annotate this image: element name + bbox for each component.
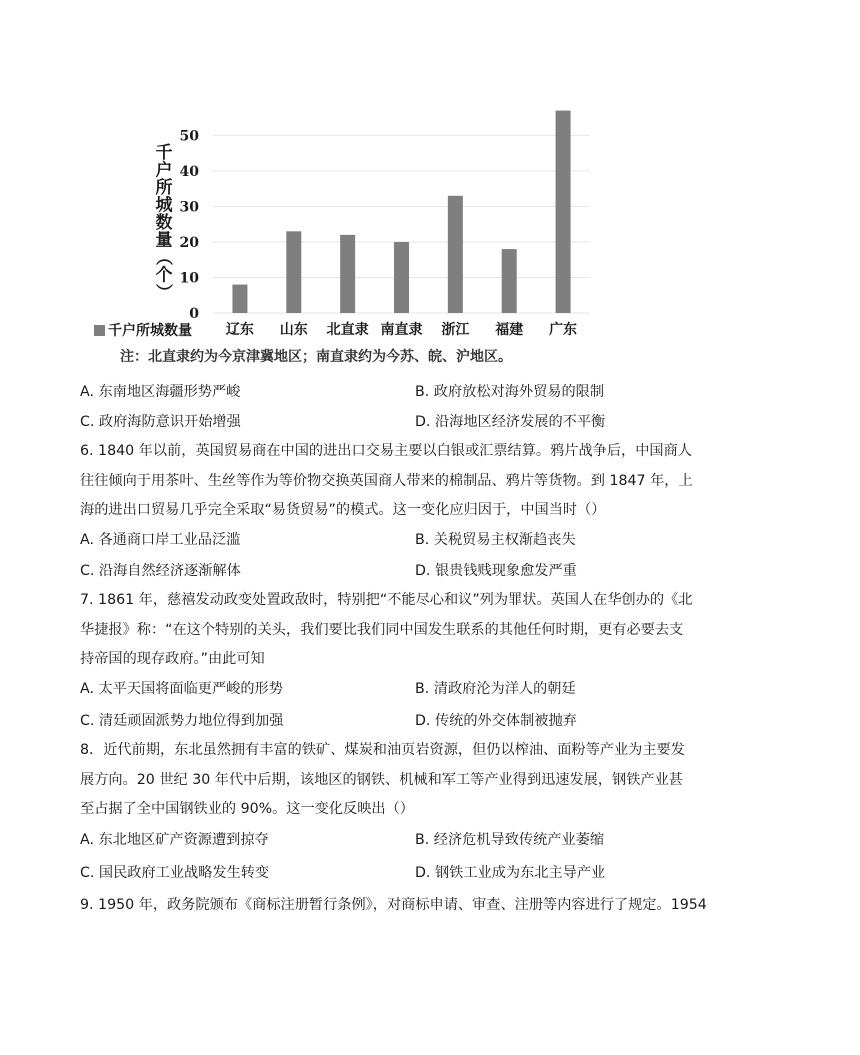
y-axis-label-char: 量 (155, 230, 173, 251)
x-tick-label: 山东 (279, 322, 308, 338)
q8-stem-line: 8．近代前期，东北虽然拥有丰富的铁矿、煤炭和油页岩资源，但仍以榨油、面粉等产业为主要发 (80, 742, 685, 758)
bar (448, 196, 463, 313)
q7-stem-line: 华捷报》称：“在这个特别的关头，我们要比我们同中国发生联系的其他任何时期，更有必要去支 (80, 622, 684, 638)
q7-option-a[interactable]: A. 太平天国将面临更严峻的形势 (80, 681, 283, 697)
q6-option-b[interactable]: B. 关税贸易主权渐趋丧失 (415, 532, 576, 548)
x-tick-label: 浙江 (441, 322, 470, 338)
q8-stem-line: 展方向。20 世纪 30 年代中后期，该地区的钢铁、机械和军工等产业得到迅速发展，钢铁产业甚 (80, 772, 683, 788)
x-tick-label: 辽东 (225, 322, 254, 338)
q7-stem-line: 持帝国的现存政府。”由此可知 (80, 651, 265, 667)
chart-note: 注：北直隶约为今京津冀地区；南直隶约为今苏、皖、沪地区。 (120, 349, 512, 365)
bar (556, 111, 571, 313)
x-tick-label: 广东 (549, 322, 578, 338)
q8-option-a[interactable]: A. 东北地区矿产资源遭到掠夺 (80, 832, 269, 848)
y-axis-label-char: 城 (155, 195, 173, 216)
q8-options-row-1 (80, 829, 780, 851)
q7-stem-line: 7. 1861 年，慈禧发动政变处置政敌时，特别把“不能尽心和议”列为罪状。英国人在华创办的《北 (80, 592, 693, 608)
y-tick-label: 20 (179, 234, 199, 251)
q8-options-row-2 (80, 862, 780, 884)
y-axis-label-char: ） (153, 283, 173, 301)
q5-option-d[interactable]: D. 沿海地区经济发展的不平衡 (415, 414, 606, 430)
q6-stem-line: 6. 1840 年以前，英国贸易商在中国的进出口交易主要以白银或汇票结算。鸦片战争后，中国商人 (80, 443, 692, 459)
y-tick-label: 40 (179, 163, 199, 180)
q7-option-c[interactable]: C. 清廷顽固派势力地位得到加强 (80, 713, 284, 729)
q6-options-row-2 (80, 560, 780, 582)
bar (502, 249, 517, 313)
q8-option-b[interactable]: B. 经济危机导致传统产业萎缩 (415, 832, 605, 848)
q7-options-row-1 (80, 678, 780, 700)
q6-options-row-1 (80, 529, 780, 551)
y-axis-label-char: 所 (155, 178, 173, 198)
q5-option-a[interactable]: A. 东南地区海疆形势严峻 (80, 384, 241, 400)
q6-stem-line: 海的进出口贸易几乎完全采取“易货贸易”的模式。这一变化应归因于，中国当时（） (80, 502, 606, 518)
q7-options-row-2 (80, 710, 780, 732)
y-tick-labels (180, 128, 200, 322)
q8-stem-line: 至占据了全中国钢铁业的 90%。这一变化反映出（） (80, 801, 414, 817)
q8-option-c[interactable]: C. 国民政府工业战略发生转变 (80, 865, 270, 881)
y-axis-label-char: 数 (155, 213, 173, 233)
x-tick-label: 南直隶 (380, 322, 423, 338)
legend-label: 千户所城数量 (108, 323, 192, 339)
q5-options-row-1 (80, 381, 780, 403)
y-tick-label: 10 (179, 270, 199, 287)
q7-option-d[interactable]: D. 传统的外交体制被抛弃 (415, 713, 577, 729)
y-axis-label (153, 143, 174, 301)
q5-option-c[interactable]: C. 政府海防意识开始增强 (80, 414, 241, 430)
q9-stem-line: 9. 1950 年，政务院颁布《商标注册暂行条例》，对商标申请、审查、注册等内容进行了规定。1954 (80, 897, 707, 913)
x-tick-label: 福建 (495, 322, 524, 338)
y-axis-label-char: 户 (155, 160, 173, 181)
q5-options-row-2 (80, 411, 780, 433)
q6-option-a[interactable]: A. 各通商口岸工业品泛滥 (80, 532, 241, 548)
bar (286, 231, 301, 313)
y-tick-label: 50 (179, 128, 199, 145)
q5-option-b[interactable]: B. 政府放松对海外贸易的限制 (415, 384, 605, 400)
y-axis-label-char: 个 (155, 265, 173, 286)
q6-option-c[interactable]: C. 沿海自然经济逐渐解体 (80, 563, 241, 579)
x-tick-label: 北直隶 (326, 322, 369, 338)
bar-chart (80, 100, 640, 385)
y-axis-label-char: 千 (155, 143, 173, 163)
chart-bars (232, 111, 570, 313)
bar (340, 235, 355, 313)
q8-option-d[interactable]: D. 钢铁工业成为东北主导产业 (415, 865, 606, 881)
q6-stem-line: 往往倾向于用茶叶、生丝等作为等价物交换英国商人带来的棉制品、鸦片等货物。到 1847 年，上 (80, 473, 693, 489)
bar (394, 242, 409, 313)
y-tick-label: 30 (179, 199, 199, 216)
q6-option-d[interactable]: D. 银贵钱贱现象愈发严重 (415, 563, 577, 579)
y-tick-label: 0 (189, 306, 199, 322)
x-tick-labels (226, 321, 577, 338)
legend-swatch (94, 325, 105, 336)
q7-option-b[interactable]: B. 清政府沦为洋人的朝廷 (415, 681, 576, 697)
bar (232, 285, 247, 313)
y-axis-label-char: （ (153, 248, 173, 266)
